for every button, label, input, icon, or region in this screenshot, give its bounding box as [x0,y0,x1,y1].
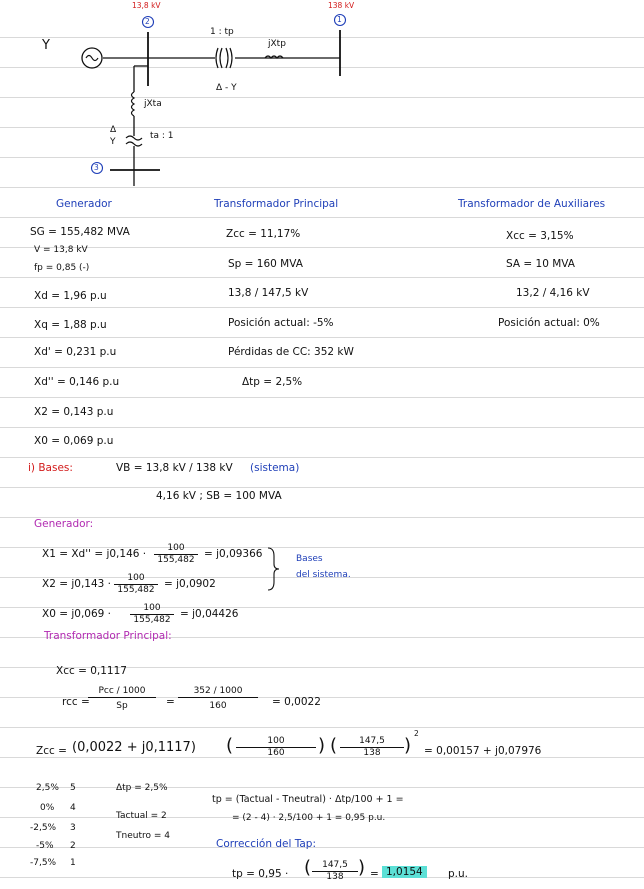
aux-tx-heading: Transformador de Auxiliares [458,198,606,210]
tap-pos: 5 [70,783,76,793]
tap-pct: 2,5% [36,783,59,793]
x0-result: = j0,04426 [180,608,239,620]
tap-pos: 2 [70,841,76,851]
paren-open-1-icon: ( [226,735,234,756]
gen-item: V = 13,8 kV [34,245,88,255]
sys-voltage-label: 138 kV [328,1,355,10]
brace-note-2: del sistema. [296,570,351,580]
gen-item: Xd'' = 0,146 p.u [34,376,120,388]
x2-fraction: $\frac{100}{155,482}$ [114,573,158,596]
gen-item: X0 = 0,069 p.u [34,435,114,447]
aux-transformer-symbol [126,136,142,146]
paren-open-2-icon: ( [330,735,338,756]
gen-item: Xd' = 0,231 p.u [34,346,117,358]
tp-formula: tp = (Tactual - Tneutral) · Δtp/100 + 1 = [212,794,404,805]
tx-item: Posición actual: -5% [228,317,334,329]
rcc-fraction-1: Pcc / 1000 Sp [88,686,156,712]
tx-calc-heading: Transformador Principal: [44,630,172,642]
tap-pct: -7,5% [30,858,57,868]
gen-item: Xq = 1,88 p.u [34,319,107,331]
paren-open-3-icon: ( [304,857,312,878]
tx-item: Zcc = 11,17% [226,228,301,240]
tp-corr-unit: p.u. [448,868,468,880]
x1-result: = j0,09366 [204,548,263,560]
tp-formula-2: = (2 - 4) · 2,5/100 + 1 = 0,95 p.u. [232,813,386,823]
bases-line2: 4,16 kV ; SB = 100 MVA [156,490,282,502]
bases-sistema: (sistema) [250,462,300,474]
tp-connection-label: Δ - Y [216,83,237,93]
zcc-result: = 0,00157 + j0,07976 [424,745,542,757]
gen-item: X2 = 0,143 p.u [34,406,114,418]
gen-item: Xd = 1,96 p.u [34,290,107,302]
main-transformer-symbol [216,48,222,68]
tp-corr-fraction: $\frac{147,5}{138}$ [312,860,358,883]
gen-calc-heading: Generador: [34,518,94,530]
main-tx-heading: Transformador Principal [214,198,339,210]
x1-fraction: $\frac{100}{155,482}$ [154,543,198,566]
brace-note-1: Bases [296,554,323,564]
tx-item: Sp = 160 MVA [228,258,303,270]
bases-vb: VB = 13,8 kV / 138 kV [116,462,233,474]
rcc-result: = 0,0022 [272,696,321,708]
gen-item: fp = 0,85 (-) [34,263,90,273]
x2-result: = j0,0902 [164,578,216,590]
rcc-fraction-2: $\frac{352 / 1000}{160}$ [178,686,258,712]
rcc-eq: = [166,696,175,708]
paren-close-1-icon: ) [318,735,326,756]
tx-item: Pérdidas de CC: 352 kW [228,346,354,358]
ta-delta-label: Δ [110,125,117,135]
brace-icon [266,546,280,592]
zcc-lhs: Zcc = [36,745,67,757]
tp-corr-lhs: tp = 0,95 · [232,868,289,880]
aux-item: 13,2 / 4,16 kV [516,287,590,299]
x0-lhs: X0 = j0,069 · [42,608,111,620]
tp-corr-eq-icon: = [370,868,379,880]
bases-label: i) Bases: [28,462,73,474]
xcc-line: Xcc = 0,1117 [56,665,127,677]
ta-ratio-label: ta : 1 [150,131,174,141]
rcc-lhs: rcc = [62,696,90,708]
tx-item: Δtp = 2,5% [242,376,303,388]
tp-reactance-label: jXtp [268,39,286,49]
tap-pos: 1 [70,858,76,868]
bus-1-number: 1 [337,15,342,24]
x2-lhs: X2 = j0,143 · [42,578,111,590]
zcc-mid: (0,0022 + j0,1117) [72,740,196,755]
tap-correction-heading: Corrección del Tap: [216,838,317,850]
zcc-fraction-1: $\frac{100}{160}$ [236,736,316,759]
tp-ratio-label: 1 : tp [210,27,234,37]
aux-item: Xcc = 3,15% [506,230,574,242]
tneutro-line: Tneutro = 4 [116,831,170,841]
bus-3-number: 3 [94,163,99,172]
ta-reactance-symbol [132,92,135,116]
gen-connection-label: Y [42,38,50,53]
paren-close-3-icon: ) [358,857,366,878]
aux-item: Posición actual: 0% [498,317,600,329]
tp-corr-result: 1,0154 [382,866,427,878]
dtp-line: Δtp = 2,5% [116,783,168,793]
generator-heading: Generador [56,198,112,210]
x1-lhs: X1 = Xd'' = j0,146 · [42,548,147,560]
tap-pct: -2,5% [30,823,57,833]
tap-pct: -5% [36,841,54,851]
x0-fraction: $\frac{100}{155,482}$ [130,603,174,626]
gen-item: SG = 155,482 MVA [30,226,130,238]
ta-reactance-label: jXta [144,99,162,109]
zcc-fraction-2: $\frac{147,5}{138}$ [340,736,404,759]
paren-close-2-icon: ) [404,735,412,756]
ta-y-label: Y [110,137,116,147]
tap-pct: 0% [40,803,55,813]
bus-2-number: 2 [145,17,150,26]
tx-item: 13,8 / 147,5 kV [228,287,309,299]
tap-pos: 4 [70,803,76,813]
generator-wave-icon [86,56,98,61]
gen-voltage-label: 13,8 kV [132,1,161,10]
tactual-line: Tactual = 2 [116,811,167,821]
tap-pos: 3 [70,823,76,833]
zcc-exponent: 2 [414,729,419,738]
aux-item: SA = 10 MVA [506,258,575,270]
